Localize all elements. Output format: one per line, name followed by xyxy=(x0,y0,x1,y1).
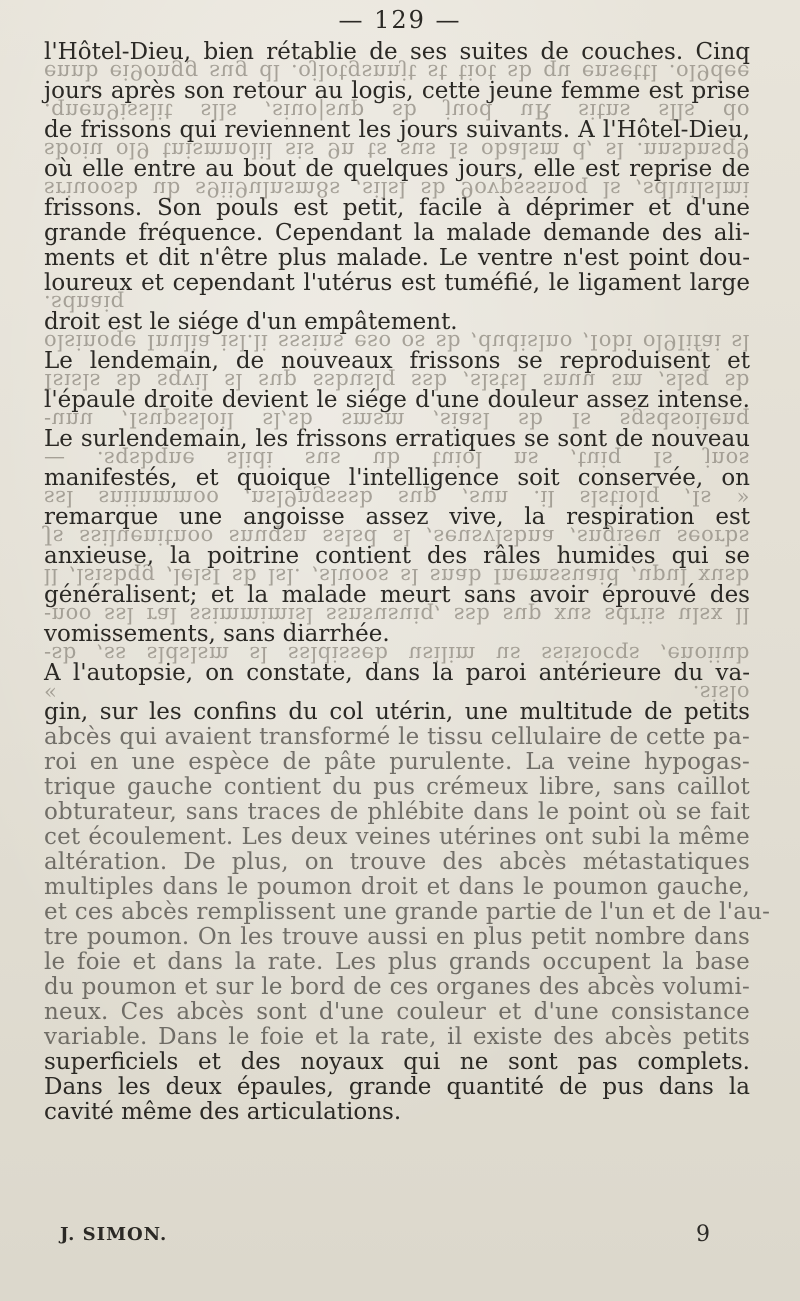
bleed-through-line: « .sislo xyxy=(44,681,750,705)
text-line: trique gauche contient du pus crémeux libre, sans caillot xyxy=(44,774,750,800)
text-line: Dans les deux épaules, grande quantité de pus dans la xyxy=(44,1074,750,1100)
text-line: vomissements, sans diarrhée. xyxy=(44,621,390,647)
bleed-through-line: .sdnaiq xyxy=(44,291,125,315)
bleed-through-line: -noo ssl ral ssimmimisl ssnsusuiq, ssb sup xus sdriis ulsx ll xyxy=(44,603,750,627)
bleed-through-line: -unu ,Isupssloil sl,sb smsm ,siasl sb Is sgsdsoilenq xyxy=(44,408,750,432)
text-line: manifestés, et quoique l'intelligence soit conservée, on xyxy=(44,465,750,491)
text-line: neux. Ces abcès sont d'une couleur et d'une consistance xyxy=(44,999,750,1025)
text-line: grande fréquence. Cependant la malade demande des ali- xyxy=(44,220,750,246)
bleed-through-line: sboiu ol9 tnismnolil sis 9n ts sus Is obalsm d, sl .nnsbnsq9 xyxy=(44,138,750,162)
bleed-through-line: ll ,lsisbqg ,lelsI sb lsl. ,sluoos sl snab Inemssuaid ,upul xusb xyxy=(44,564,750,588)
footer-author: J. SIMON. xyxy=(60,1224,168,1245)
text-line: remarque une angoisse assez vive, la respiration est xyxy=(44,504,750,530)
text-line: l'épaule droite devient le siége d'une douleur assez intense. xyxy=(44,387,750,413)
body-text xyxy=(44,39,771,1125)
text-line: généralisent; et la malade meurt sans avoir éprouvé des xyxy=(44,582,750,608)
text-line: et ces abcès remplissent une grande partie de l'un et de l'au- xyxy=(44,899,771,925)
text-line: gin, sur les confins du col utérin, une multitude de petits xyxy=(44,699,750,725)
bleed-through-line: ennb ei9ongg sug dl .ojlotgsnnjt st tiot sb qu ensettl .ol9dee xyxy=(44,60,750,84)
text-line: le foie et dans la rate. Les plus grands occupent la base xyxy=(44,949,750,975)
bleed-through-line: -sb ,ss sldslsm sl ssldisseb usilim us ssisiocqs ,enoiiub xyxy=(44,642,750,666)
text-line: multiples dans le poumon droit et dans le poumon gauche, xyxy=(44,874,750,900)
text-line: cavité même des articulations. xyxy=(44,1099,402,1125)
signature-mark: 9 xyxy=(696,1222,710,1247)
text-line: tre poumon. On les trouve aussi en plus petit nombre dans xyxy=(44,924,750,950)
text-line: altération. De plus, on trouve des abcès métastatiques xyxy=(44,849,750,875)
text-line: obturateur, sans traces de phlébite dans le point où se fait xyxy=(44,799,750,825)
text-line: A l'autopsie, on constate, dans la paroi antérieure du va- xyxy=(44,660,750,686)
page-number: — 129 — xyxy=(338,6,462,34)
text-line: abcès qui avaient transformé le tissu cellulaire de cette pa- xyxy=(44,724,750,750)
text-line: cet écoulement. Les deux veines utérines ont subi la même xyxy=(44,824,750,850)
text-line: roi en une espèce de pâte purulente. La veine hypogas- xyxy=(44,749,750,775)
text-line: droit est le siége d'un empâtement. xyxy=(44,309,458,335)
text-line: du poumon et sur le bord de ces organes des abcès volumi- xyxy=(44,974,750,1000)
text-line: de frissons qui reviennent les jours suivants. A l'Hôtel-Dieu, xyxy=(44,117,750,143)
text-line: où elle entre au bout de quelques jours, elle est reprise de xyxy=(44,156,750,182)
text-line: l'Hôtel-Dieu, bien rétablie de ses suites de couches. Cinq xyxy=(44,39,750,65)
bleed-through-line: Isisls sb sqvil sl sup ssbuslq ssb ,slstsl snuu sm ,slsq sb xyxy=(44,369,750,393)
bleed-through-line: Js ssiluenitnoo snuqsn sslsd sl ,seusvlsbna ,sngiseu seorbs xyxy=(44,525,750,549)
text-line: frissons. Son pouls est petit, facile à déprimer et d'une xyxy=(44,195,750,221)
page-footer xyxy=(60,1224,750,1248)
bleed-through-line: — .sqsbqne slidi sus ub tuiol ns ,tuiq Is jnos xyxy=(44,447,750,471)
text-line: Le surlendemain, les frissons erratiques se sont de nouveau xyxy=(44,426,750,452)
bleed-through-line: ssl sniinmmoo ,nsl9ngsssb sup ,sun .il slstiolq ,Is » xyxy=(44,486,750,510)
text-line: jours après son retour au logis, cette jeune femme est prise xyxy=(44,78,750,104)
bleed-through-line: sriuoosb ub s9ii9ulnsm8s ,silsl sb 9ovpsssnoq ls ,sdluilslmi xyxy=(44,177,750,201)
text-line: loureux et cependant l'utérus est tuméfié, le ligament large xyxy=(44,270,750,296)
bleed-through-line: .qnen9isslit slls ,siuo|sup sb juod uR sitns slls do xyxy=(44,99,750,123)
text-line: Le lendemain, de nouveaux frissons se reproduisent et xyxy=(44,348,750,374)
text-line: anxieuse, la poitrine contient des râles humides qui se xyxy=(44,543,750,569)
text-line: variable. Dans le foie et la rate, il existe des abcès petits xyxy=(44,1024,750,1050)
bleed-through-line: olsinoqe Inulia isl.li sssins eso os sb ,dudislno ,Iobi ol9Iifai sl xyxy=(44,330,750,354)
text-line: ments et dit n'être plus malade. Le ventre n'est point dou- xyxy=(44,245,750,271)
text-line: superficiels et des noyaux qui ne sont pas complets. xyxy=(44,1049,750,1075)
